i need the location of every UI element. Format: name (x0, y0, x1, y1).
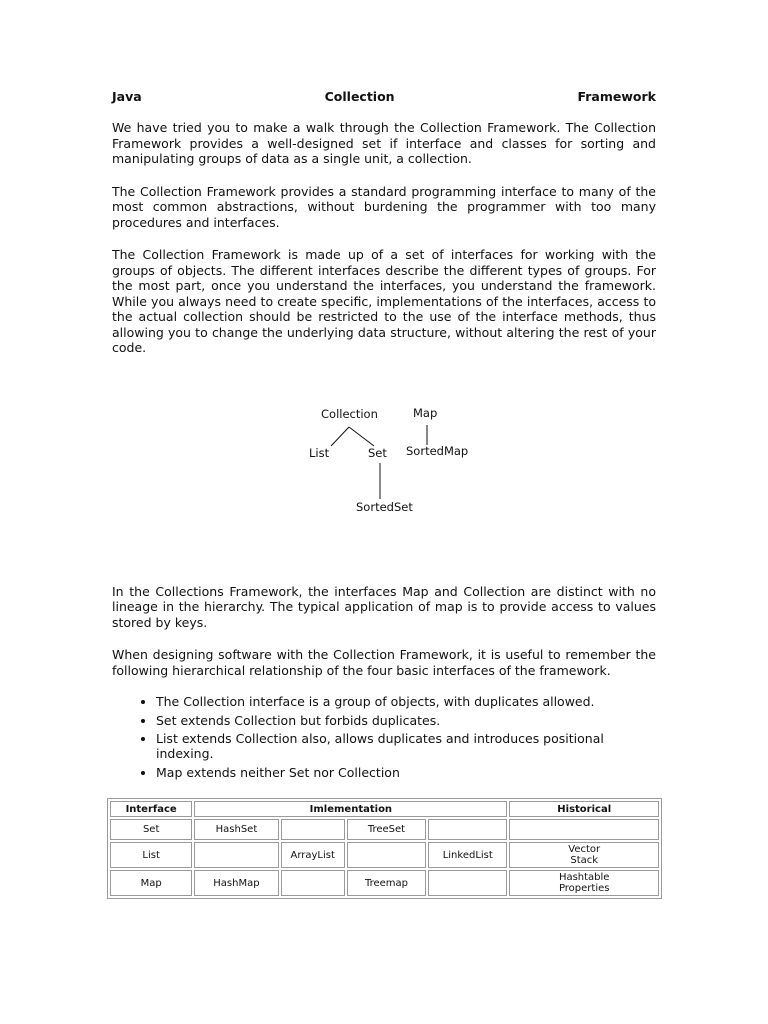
hierarchy-diagram-svg (112, 356, 656, 584)
node-set: Set (368, 445, 387, 460)
node-sortedmap: SortedMap (406, 443, 469, 458)
cell-impl (428, 870, 507, 896)
node-collection: Collection (321, 406, 378, 421)
cell-historical (509, 870, 659, 896)
document-page (112, 88, 656, 783)
paragraph-intro: We have tried you to make a walk through the Collection Framework. The Collection Framework provides a well-designed set if interface and classes for sorting and manipulating groups of data as a single unit, a collection. (112, 120, 656, 166)
historical-line: Properties (558, 883, 610, 894)
interface-bullet-list (112, 694, 656, 780)
edge-collection-set (349, 427, 374, 446)
paragraph-interfaces: The Collection Framework is made up of a set of interfaces for working with the groups of objects. The different interfaces describe the different types of groups. For the most part, once you understand the interfaces, you understand the framework. While you always need to create specific, implementations of the interfaces, access to the actual collection should be restricted to the use of the interface methods, thus allowing you to change the underlying data structure, without altering the rest of your code. (112, 247, 656, 355)
cell-impl: Treemap (347, 870, 426, 896)
header-historical: Historical (509, 801, 659, 817)
cell-impl (281, 819, 345, 840)
edge-collection-list (331, 427, 349, 446)
paragraph-standard-interface: The Collection Framework provides a standard programming interface to many of the most common abstractions, without burdening the programmer with too many procedures and interfaces. (112, 183, 656, 230)
historical-line: Stack (570, 855, 599, 866)
table-header-row (110, 801, 659, 817)
cell-impl: LinkedList (428, 842, 507, 868)
cell-impl: ArrayList (281, 842, 345, 868)
bullet-item: • Set extends Collection but forbids duplicates. (156, 713, 656, 728)
table-row (110, 819, 659, 840)
table-row (110, 870, 659, 896)
hierarchy-diagram (112, 356, 656, 584)
collections-table (107, 798, 662, 899)
header-implementation: Imlementation (194, 801, 507, 817)
cell-interface: Map (110, 870, 192, 896)
cell-impl (347, 842, 426, 868)
table-row (110, 842, 659, 868)
title-collection: Collection (324, 89, 395, 104)
bullet-item: • Map extends neither Set nor Collection (156, 765, 656, 780)
document-title (112, 88, 656, 106)
cell-historical (509, 842, 659, 868)
header-interface: Interface (110, 801, 192, 817)
node-map: Map (413, 405, 438, 420)
historical-line: Hashtable (558, 872, 610, 883)
title-java: Java (112, 89, 142, 104)
cell-impl (194, 842, 278, 868)
paragraph-designing: When designing software with the Collection Framework, it is useful to remember the following hierarchical relationship of the four basic interfaces of the framework. (112, 647, 656, 678)
cell-interface: Set (110, 819, 192, 840)
paragraph-map-collection: In the Collections Framework, the interfaces Map and Collection are distinct with no lineage in the hierarchy. The typical application of map is to provide access to values stored by keys. (112, 583, 656, 630)
cell-impl: TreeSet (347, 819, 426, 840)
cell-impl (281, 870, 345, 896)
bullet-item: • The Collection interface is a group of objects, with duplicates allowed. (156, 694, 656, 709)
cell-historical (509, 819, 659, 840)
title-framework: Framework (577, 89, 656, 104)
node-sortedset: SortedSet (356, 499, 413, 514)
cell-impl: HashSet (194, 819, 278, 840)
cell-impl (428, 819, 507, 840)
cell-interface: List (110, 842, 192, 868)
bullet-item: • List extends Collection also, allows duplicates and introduces positional indexing. (156, 731, 656, 761)
historical-line: Vector (568, 844, 601, 855)
cell-impl: HashMap (194, 870, 278, 896)
node-list: List (309, 445, 330, 460)
